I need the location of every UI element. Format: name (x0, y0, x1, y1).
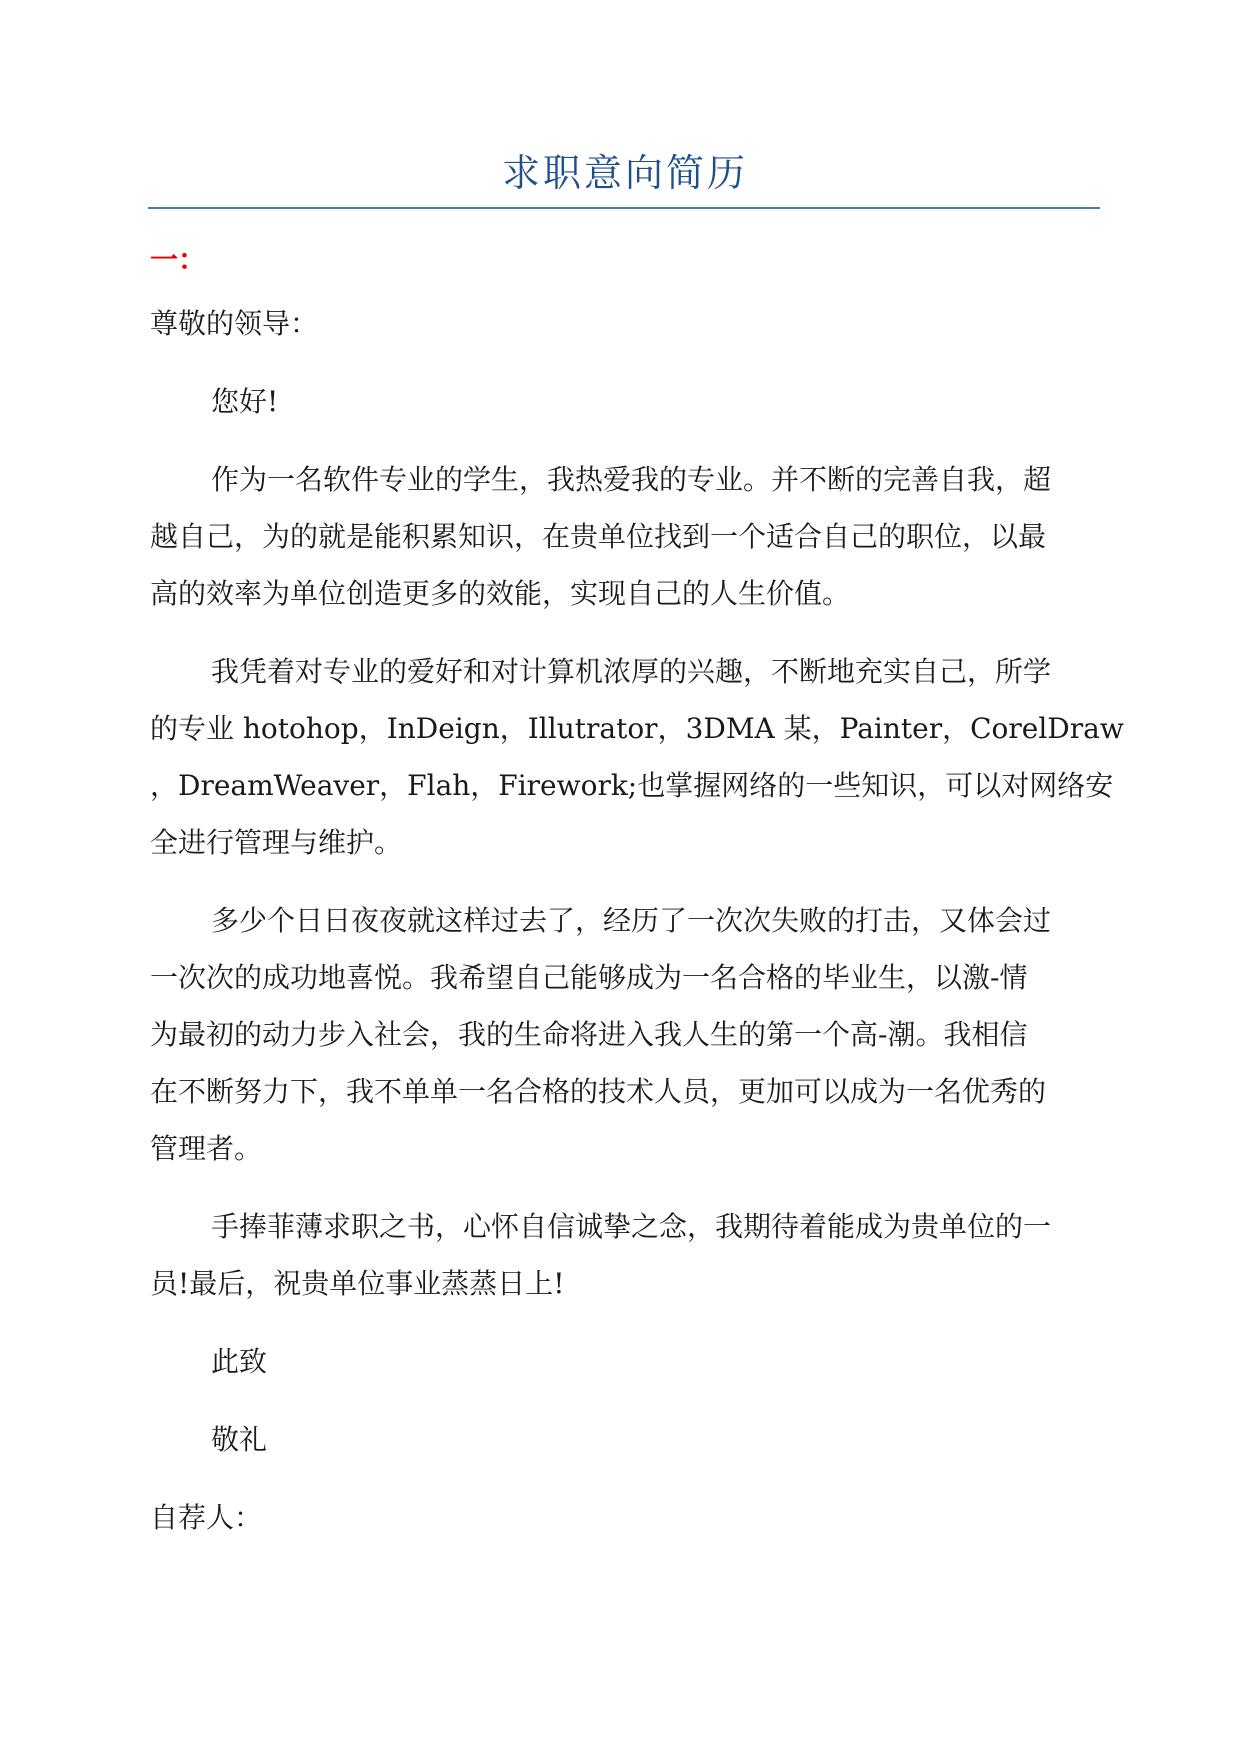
paragraph-line: 管理者。 (150, 1132, 263, 1165)
document-title: 求职意向简历 (501, 151, 748, 195)
closing-regards: 此致 (211, 1345, 268, 1378)
salutation: 尊敬的领导： (150, 307, 319, 340)
paragraph-line: 作为一名软件专业的学生，我热爱我的专业。并不断的完善自我，超 (211, 463, 1052, 496)
paragraph-line: 手捧菲薄求职之书，心怀自信诚挚之念，我期待着能成为贵单位的一 (211, 1210, 1052, 1243)
greeting: 您好! (211, 385, 279, 418)
paragraph-line: 的专业 hotohop，InDeign，Illutrator，3DMA 某，Painter，CorelDraw (150, 712, 1124, 745)
paragraph-line: 我凭着对专业的爱好和对计算机浓厚的兴趣，不断地充实自己，所学 (211, 655, 1052, 688)
paragraph-line: 多少个日日夜夜就这样过去了，经历了一次次失败的打击，又体会过 (211, 904, 1052, 937)
section-marker: 一： (150, 243, 207, 276)
paragraph-line: 全进行管理与维护。 (150, 826, 403, 859)
paragraph-line: ，DreamWeaver，Flah，Firework;也掌握网络的一些知识，可以对网络安 (150, 769, 1114, 802)
paragraph-line: 越自己，为的就是能积累知识，在贵单位找到一个适合自己的职位，以最 (150, 520, 1047, 553)
title-divider (148, 207, 1100, 209)
signature-label: 自荐人： (150, 1501, 263, 1534)
paragraph-line: 为最初的动力步入社会，我的生命将进入我人生的第一个高-潮。我相信 (150, 1018, 1028, 1051)
paragraph-line: 在不断努力下，我不单单一名合格的技术人员，更加可以成为一名优秀的 (150, 1075, 1047, 1108)
paragraph-line: 高的效率为单位创造更多的效能，实现自己的人生价值。 (150, 577, 851, 610)
paragraph-line: 员!最后，祝贵单位事业蒸蒸日上! (150, 1267, 565, 1300)
closing-salute: 敬礼 (211, 1423, 268, 1456)
paragraph-line: 一次次的成功地喜悦。我希望自己能够成为一名合格的毕业生，以激-情 (150, 961, 1028, 994)
